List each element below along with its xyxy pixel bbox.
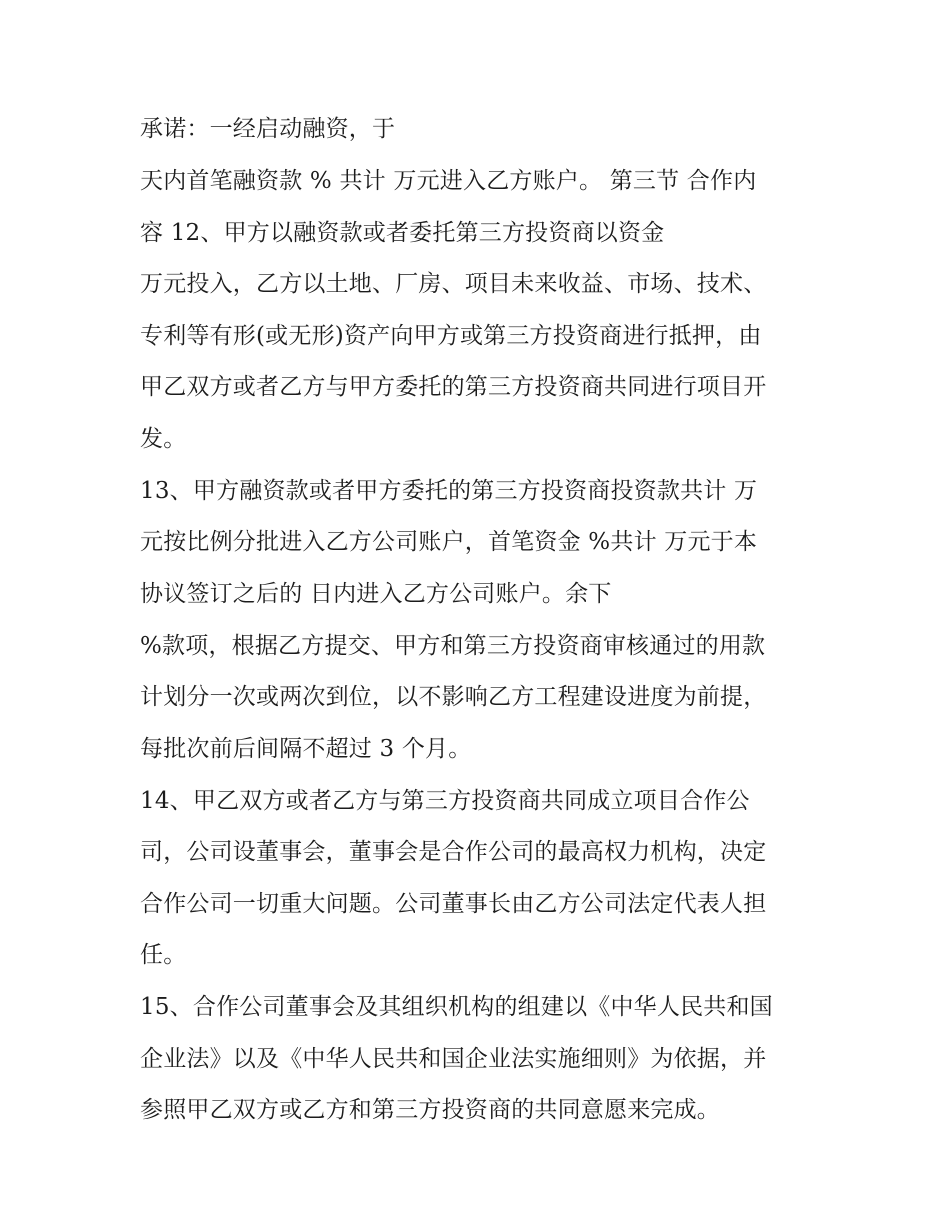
text-line: 司，公司设董事会，董事会是合作公司的最高权力机构，决定 xyxy=(140,839,767,865)
text-line: 承诺：一经启动融资，于 xyxy=(140,116,396,142)
text-line: 协议签订之后的 日内进入乙方公司账户。余下 xyxy=(140,581,612,607)
text-line: 计划分一次或两次到位，以不影响乙方工程建设进度为前提， xyxy=(140,684,767,710)
text-line: 专利等有形(或无形)资产向甲方或第三方投资商进行抵押，由 xyxy=(140,323,762,349)
text-line: %款项，根据乙方提交、甲方和第三方投资商审核通过的用款 xyxy=(140,633,766,659)
text-line: 13、甲方融资款或者甲方委托的第三方投资商投资款共计 万 xyxy=(140,478,758,504)
text-line: 企业法》以及《中华人民共和国企业法实施细则》为依据，并 xyxy=(140,1046,767,1072)
text-line: 15、合作公司董事会及其组织机构的组建以《中华人民共和国 xyxy=(140,994,773,1020)
text-line: 甲乙双方或者乙方与甲方委托的第三方投资商共同进行项目开 xyxy=(140,374,767,400)
text-line: 任。 xyxy=(140,942,187,968)
text-line: 合作公司一切重大问题。公司董事长由乙方公司法定代表人担 xyxy=(140,891,767,917)
text-line: 发。 xyxy=(140,426,187,452)
text-line: 天内首笔融资款 % 共计 万元进入乙方账户。 第三节 合作内 xyxy=(140,168,757,194)
text-line: 万元投入，乙方以土地、厂房、项目未来收益、市场、技术、 xyxy=(140,271,767,297)
text-line: 每批次前后间隔不超过 3 个月。 xyxy=(140,736,472,762)
text-line: 元按比例分批进入乙方公司账户，首笔资金 %共计 万元于本 xyxy=(140,529,758,555)
text-line: 参照甲乙双方或乙方和第三方投资商的共同意愿来完成。 xyxy=(140,1097,720,1123)
text-line: 容 12、甲方以融资款或者委托第三方投资商以资金 xyxy=(140,220,665,246)
text-line: 14、甲乙双方或者乙方与第三方投资商共同成立项目合作公 xyxy=(140,788,750,814)
